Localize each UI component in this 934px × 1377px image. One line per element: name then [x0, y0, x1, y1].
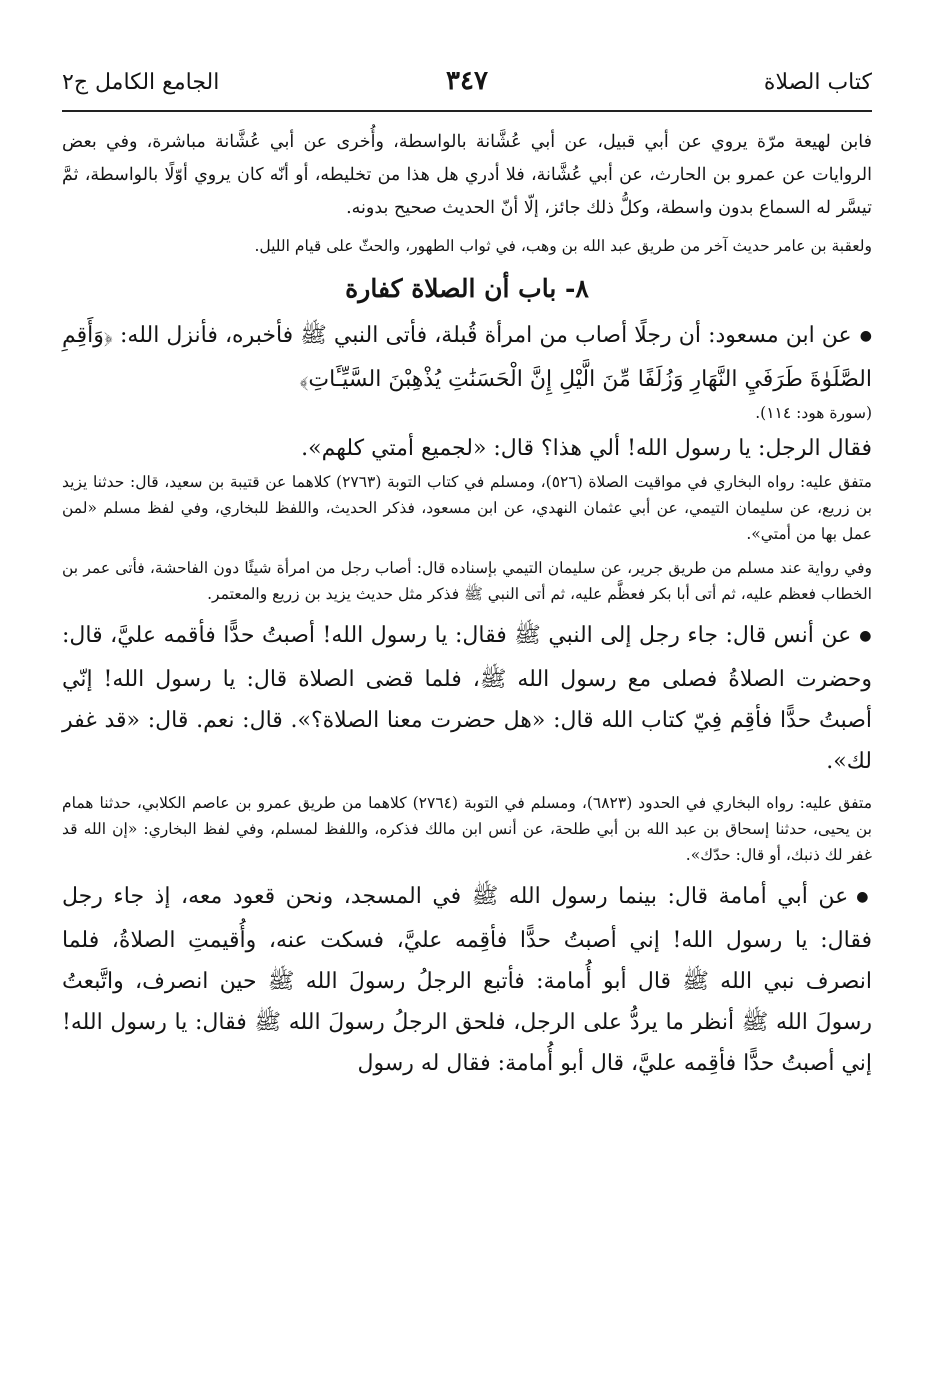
hadith-3-text: ● عن أبي أمامة قال: بينما رسول الله ﷺ في المسجد، ونحن قعود معه، إذ جاء رجل فقال: يا رسول الله! إني أصبتُ حدًّا فأقِمه عليَّ، فسكت عنه، وأُقيمتِ الصلاةُ، فلما انصرف نبي الله ﷺ قال أبو أُمامة: فأتبع الرجلُ رسولَ الله ﷺ حين انصرف، واتَّبعتُ رسولَ الله ﷺ أنظر ما يردُّ على الرجل، فلحق الرجلُ رسولَ الله ﷺ فقال: يا رسول الله! إني أصبتُ حدًّا فأقِمه عليَّ، قال أبو أُمامة: فقال له رسول [62, 876, 872, 1084]
series-title: الجامع الكامل ج٢ [62, 70, 220, 95]
book-title: كتاب الصلاة [763, 70, 872, 95]
hadith-2-text: ● عن أنس قال: جاء رجل إلى النبي ﷺ فقال: يا رسول الله! أصبتُ حدًّا فأقمه عليَّ، قال: وحضرت الصلاةُ فصلى مع رسول الله ﷺ، فلما قضى الصلاة قال: يا رسول الله! إنّي أصبتُ حدًّا فأقِم فِيّ كتاب الله قال: «هل حضرت معنا الصلاة؟». قال: نعم. قال: «قد غفر لك». [62, 615, 872, 782]
hadith-1-reference-2: وفي رواية عند مسلم من طريق جرير، عن سليمان التيمي بإسناده قال: أصاب رجل من امرأة شيئًا دون الفاحشة، فأتى عمر بن الخطاب فعظم عليه، ثم أتى أبا بكر فعظَّم عليه، ثم أتى النبي ﷺ فذكر مثل حديث يزيد بن زريع والمعتمر. [62, 559, 872, 603]
hadith-1-surah-ref: (سورة هود: ١١٤). [755, 404, 872, 422]
hadith-1-reference: متفق عليه: رواه البخاري في مواقيت الصلاة (٥٢٦)، ومسلم في كتاب التوبة (٢٧٦٣) كلاهما عن قتيبة بن سعيد، قال: حدثنا يزيد بن زريع، عن سليمان التيمي، عن أبي عثمان النهدي، عن ابن مسعود، فذكر الحديث، واللفظ للبخاري، وفي لفظ مسلم «لمن عمل بها من أمتي». [62, 473, 872, 543]
section-heading: ٨- باب أن الصلاة كفارة [345, 274, 589, 303]
header-rule [62, 110, 872, 112]
hadith-1-continuation: فقال الرجل: يا رسول الله! ألي هذا؟ قال: «لجميع أمتي كلهم». [301, 436, 872, 461]
page-body [62, 126, 872, 1084]
paragraph-2: ولعقبة بن عامر حديث آخر من طريق عبد الله بن وهب، في ثواب الطهور، والحثّ على قيام الليل. [254, 237, 872, 255]
hadith-2-reference: متفق عليه: رواه البخاري في الحدود (٦٨٢٣)، ومسلم في التوبة (٢٧٦٤) كلاهما من طريق عمرو بن عاصم الكلابي، حدثنا همام بن يحيى، حدثنا إسحاق بن عبد الله بن أبي طلحة، عن أنس ابن مالك فذكره، واللفظ لمسلم، وفي لفظ البخاري: «إن الله قد غفر لك ذنبك، أو قال: حدّك». [62, 794, 872, 864]
page-number: ٣٤٧ [446, 66, 488, 96]
paragraph-1: فابن لهيعة مرّة يروي عن أبي قبيل، عن أبي عُشَّانة بالواسطة، وأُخرى عن أبي عُشَّانة مباشرة، وفي بعض الروايات عن عمرو بن الحارث، عن أبي عُشَّانة، فلا أدري هل هذا من تخليطه، أو أنّه كان يروي أوّلًا بالواسطة، ثمَّ تيسَّر له السماع بدون واسطة، وكلُّ ذلك جائز، إلّا أنّ الحديث صحيح بدونه. [62, 132, 872, 218]
hadith-1-text: ● عن ابن مسعود: أن رجلًا أصاب من امرأة قُبلة، فأتى النبي ﷺ فأخبره، فأنزل الله: ﴿وَأَقِمِ الصَّلَوٰةَ طَرَفَيِ النَّهَارِ وَزُلَفًا مِّنَ الَّيْلِ إِنَّ الْحَسَنَٰتِ يُذْهِبْنَ السَّيِّـَٔاتِ﴾ [62, 315, 872, 400]
page-header [62, 64, 872, 102]
